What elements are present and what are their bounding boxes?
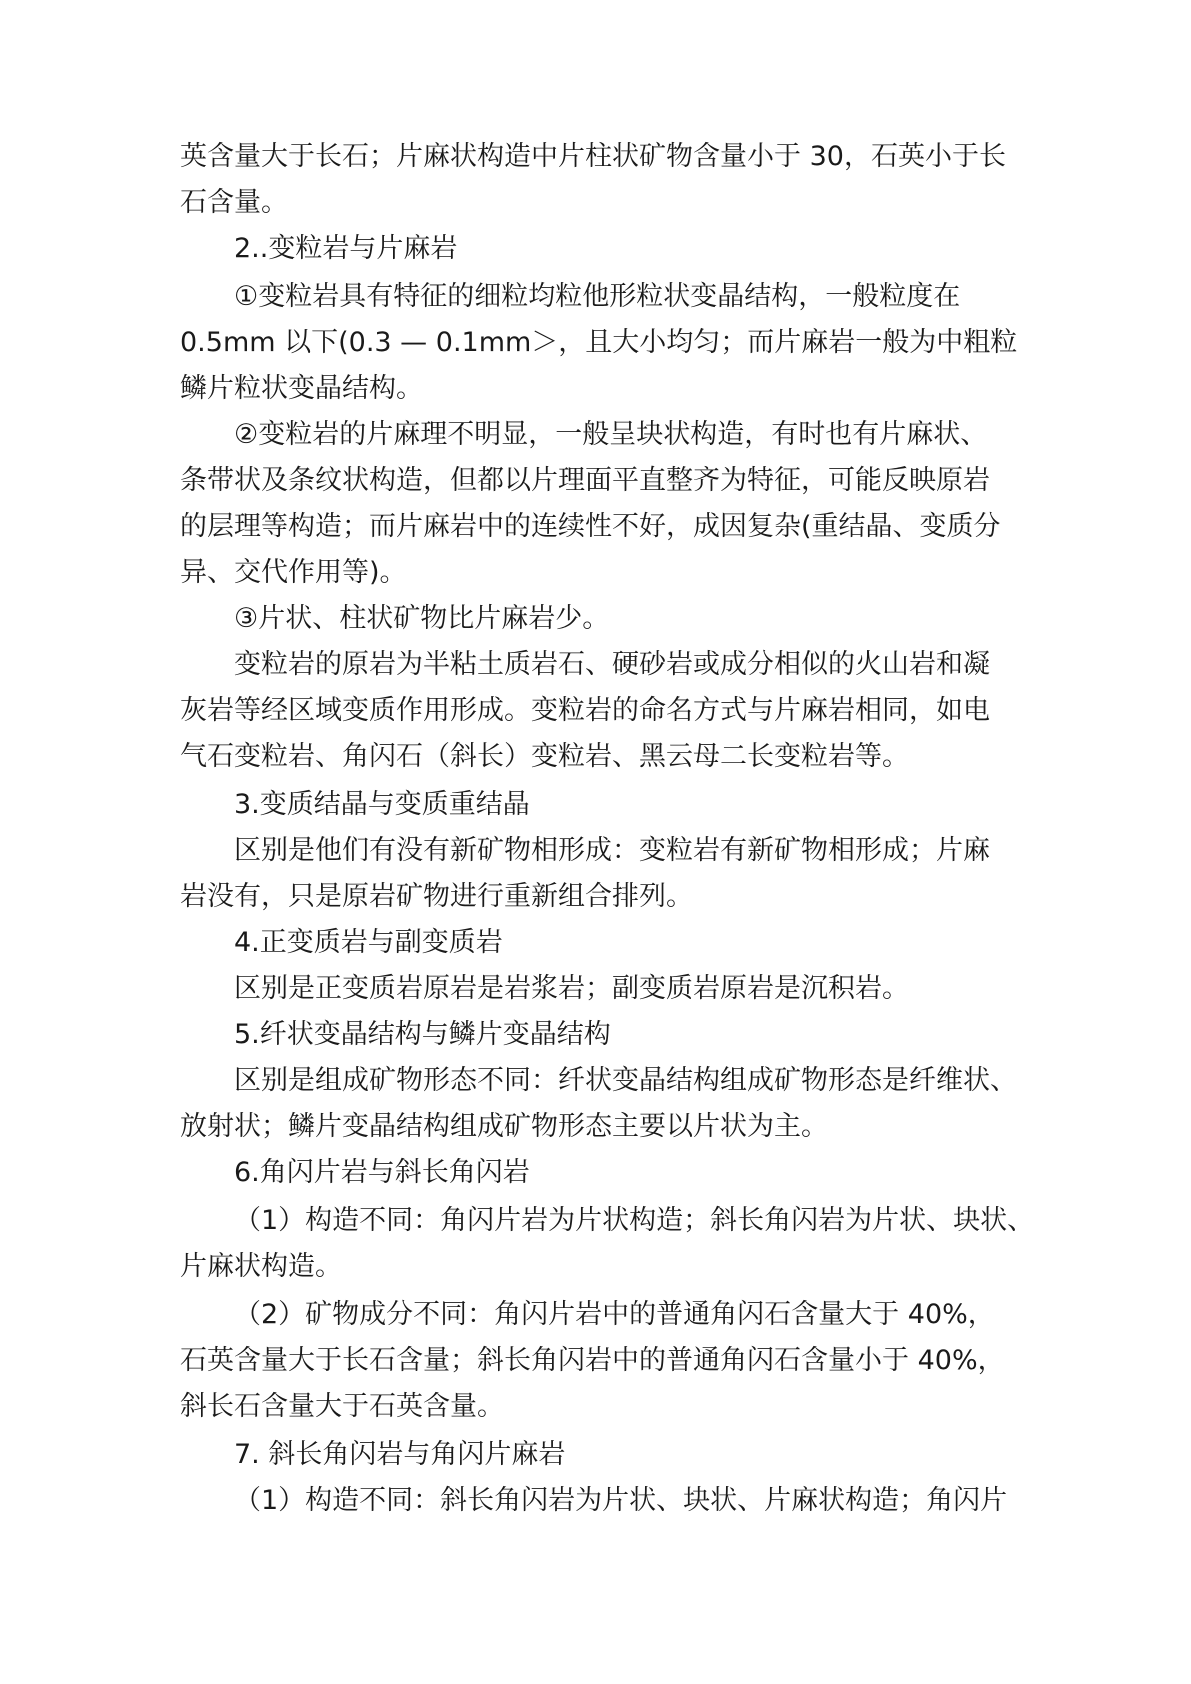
- section-heading: 6.角闪片岩与斜长角闪岩: [234, 1157, 530, 1188]
- section-heading: 7. 斜长角闪岩与角闪片麻岩: [234, 1439, 566, 1470]
- section-heading: 4.正变质岩与副变质岩: [234, 927, 503, 958]
- section-heading: 2..变粒岩与片麻岩: [234, 233, 458, 264]
- text-line: （1）构造不同：角闪片岩为片状构造；斜长角闪岩为片状、块状、: [234, 1205, 1035, 1236]
- text-line: ②变粒岩的片麻理不明显，一般呈块状构造，有时也有片麻状、: [234, 419, 988, 450]
- text-line: 斜长石含量大于石英含量。: [180, 1391, 504, 1422]
- text-line: ③片状、柱状矿物比片麻岩少。: [234, 603, 610, 634]
- text-line: 0.5mm 以下(0.3 — 0.1mm＞，且大小均匀；而片麻岩一般为中粗粒: [180, 327, 1018, 358]
- text-line: 区别是正变质岩原岩是岩浆岩；副变质岩原岩是沉积岩。: [234, 973, 909, 1004]
- text-line: （1）构造不同：斜长角闪岩为片状、块状、片麻状构造；角闪片: [234, 1485, 1008, 1516]
- text-line: 区别是组成矿物形态不同：纤状变晶结构组成矿物形态是纤维状、: [234, 1065, 1017, 1096]
- text-line: 异、交代作用等)。: [180, 557, 407, 588]
- text-line: 区别是他们有没有新矿物相形成：变粒岩有新矿物相形成；片麻: [234, 835, 990, 866]
- section-heading: 5.纤状变晶结构与鳞片变晶结构: [234, 1019, 611, 1050]
- text-line: 气石变粒岩、角闪石（斜长）变粒岩、黑云母二长变粒岩等。: [180, 741, 909, 772]
- text-line: 鳞片粒状变晶结构。: [180, 373, 423, 404]
- text-line: 石含量。: [180, 187, 288, 218]
- text-line: （2）矿物成分不同：角闪片岩中的普通角闪石含量大于 40%，: [234, 1299, 995, 1330]
- text-line: 的层理等构造；而片麻岩中的连续性不好，成因复杂(重结晶、变质分: [180, 511, 1001, 542]
- text-line: 条带状及条纹状构造，但都以片理面平直整齐为特征，可能反映原岩: [180, 465, 990, 496]
- text-line: 石英含量大于长石含量；斜长角闪岩中的普通角闪石含量小于 40%，: [180, 1345, 1005, 1376]
- text-line: ①变粒岩具有特征的细粒均粒他形粒状变晶结构，一般粒度在: [234, 281, 961, 312]
- text-line: 片麻状构造。: [180, 1251, 342, 1282]
- text-line: 灰岩等经区域变质作用形成。变粒岩的命名方式与片麻岩相同，如电: [180, 695, 990, 726]
- text-line: 英含量大于长石；片麻状构造中片柱状矿物含量小于 30，石英小于长: [180, 141, 1006, 172]
- text-line: 岩没有，只是原岩矿物进行重新组合排列。: [180, 881, 693, 912]
- text-line: 变粒岩的原岩为半粘土质岩石、硬砂岩或成分相似的火山岩和凝: [234, 649, 990, 680]
- section-heading: 3.变质结晶与变质重结晶: [234, 789, 530, 820]
- text-line: 放射状；鳞片变晶结构组成矿物形态主要以片状为主。: [180, 1111, 828, 1142]
